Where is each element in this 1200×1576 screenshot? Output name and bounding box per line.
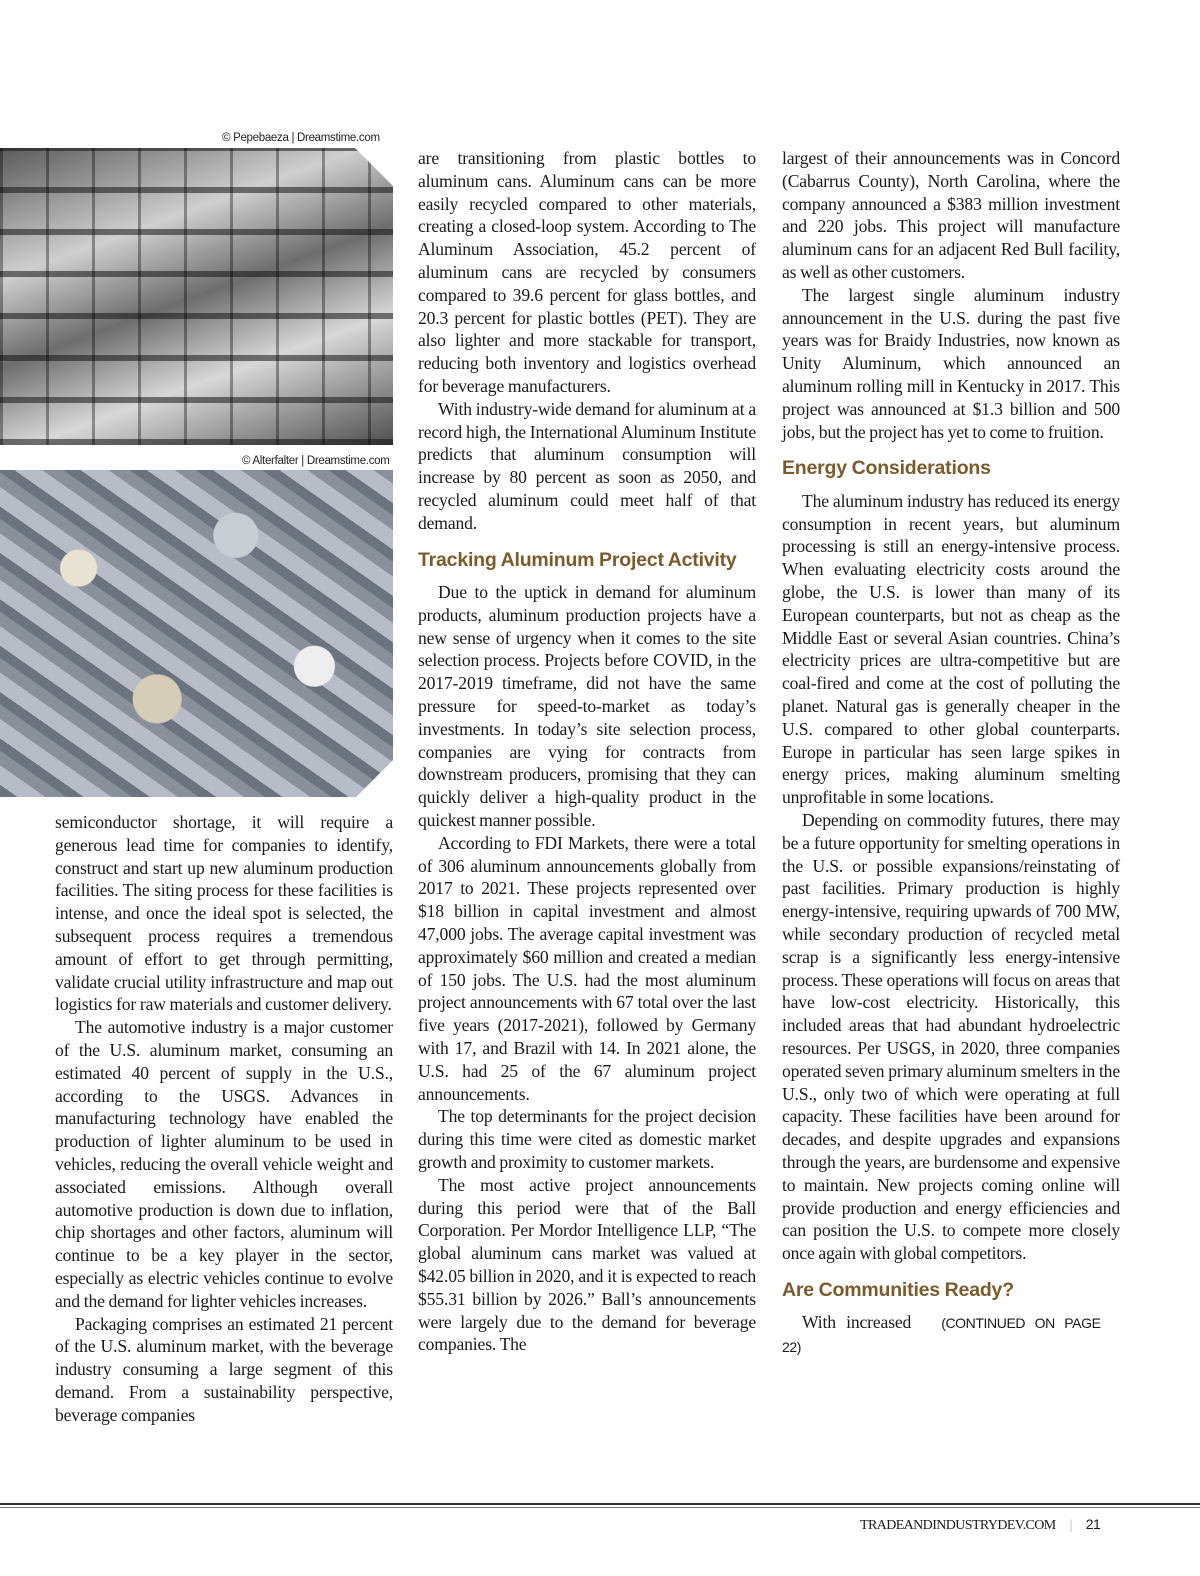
paragraph: The automotive industry is a major customer of the U.S. aluminum market, consuming an estimated 40 percent of supply in the U.S., according to the USGS. Advances in manufacturing technology have enabled the production of lighter aluminum to be used in vehicles, reducing the overall vehicle weight and associated emissions. Although overall automotive production is down due to inflation, chip shortages and other factors, aluminum will continue to be a key player in the sector, especially as electric vehicles continue to evolve and the demand for lighter vehicles increases. <box>55 1017 393 1311</box>
aluminum-scrap-photo <box>0 470 393 797</box>
paragraph: The largest single aluminum industry announcement in the U.S. during the past five years was for Braidy Industries, now known as Unity Aluminum, which announced an aluminum rolling mill in Kentucky in 2017. This project was announced at $1.3 billion and 500 jobs, but the project has yet to come to fruition. <box>782 284 1120 442</box>
website-link[interactable]: TRADEANDINDUSTRYDEV.COM <box>860 1518 1056 1533</box>
paragraph <box>782 1311 1120 1359</box>
section-heading: Energy Considerations <box>782 457 991 480</box>
paragraph: Depending on commodity futures, there may be a future opportunity for smelting operations in the U.S. or possible expansions/reinstating of past facilities. Primary production is highly energy-intensive, requiring upwards of 700 MW, while secondary production of recycled metal scrap is a significantly less energy-intensive process. These operations will focus on areas that have low-cost electricity. Historically, this included areas that had abundant hydroelectric resources. Per USGS, in 2020, three companies operated seven primary aluminum smelters in the U.S., only two of which were operating at full capacity. These facilities have been around for decades, and despite upgrades and expansions through the years, are burdensome and expensive to maintain. New projects coming online will provide production and energy efficiencies and can position the U.S. to compete more closely once again with global competitors. <box>782 810 1120 1264</box>
page-number: 21 <box>1085 1516 1101 1532</box>
aluminum-ingots-photo <box>0 148 393 445</box>
paragraph: Packaging comprises an estimated 21 percent of the U.S. aluminum market, with the beverage industry consuming a large segment of this demand. From a sustainability perspective, beverage companies <box>55 1313 393 1425</box>
footer-separator: | <box>1069 1518 1072 1533</box>
paragraph: With industry-wide demand for aluminum at a record high, the International Aluminum Institute predicts that aluminum consumption will increase by 80 percent as soon as 2050, and recycled aluminum could meet half of that demand. <box>418 398 756 533</box>
paragraph-text: With increased <box>802 1312 912 1333</box>
footer-rule <box>0 1507 1200 1508</box>
paragraph: According to FDI Markets, there were a total of 306 aluminum announcements globally from 2017 to 2021. These projects represented over $18 billion in capital investment and almost 47,000 jobs. The average capital investment was approximately $60 million and created a median of 150 jobs. The U.S. had the most aluminum project announcements with 67 total over the last five years (2017-2021), followed by Germany with 17, and Brazil with 14. In 2021 alone, the U.S. had 25 of the 67 aluminum project announcements. <box>418 832 756 1104</box>
continued-link[interactable]: (CONTINUED ON PAGE 22) <box>782 1315 1101 1356</box>
footer-rule <box>0 1503 1200 1505</box>
column-1 <box>55 811 393 1427</box>
footer <box>860 1516 1100 1534</box>
paragraph: The top determinants for the project decision during this time were cited as domestic market growth and proximity to customer markets. <box>418 1106 756 1172</box>
column-3 <box>782 147 1120 1359</box>
paragraph: Due to the uptick in demand for aluminum products, aluminum production projects have a new sense of urgency when it comes to the site selection process. Projects before COVID, in the 2017-2019 timeframe, did not have the same pressure for speed-to-market as today’s investments. In today’s site selection process, companies are vying for contracts from downstream producers, promising that they can quickly deliver a high-quality product in the quickest manner possible. <box>418 582 756 831</box>
column-2 <box>418 147 756 1356</box>
section-heading: Are Communities Ready? <box>782 1278 1014 1301</box>
paragraph: The most active project announcements during this period were that of the Ball Corporation. Per Mordor Intelligence LLP, “The global aluminum cans market was valued at $42.05 billion in 2020, and it is expected to reach $55.31 billion by 2026.” Ball’s announcements were largely due to the demand for beverage companies. The <box>418 1174 756 1355</box>
section-heading: Tracking Aluminum Project Activity <box>418 548 737 571</box>
paragraph: semiconductor shortage, it will require a generous lead time for companies to identify, construct and start up new aluminum production facilities. The siting process for these facilities is intense, and once the ideal spot is selected, the subsequent process requires a tremendous amount of effort to get through permitting, validate crucial utility infrastructure and map out logistics for raw materials and customer delivery. <box>55 812 393 1015</box>
paragraph: are transitioning from plastic bottles to aluminum cans. Aluminum cans can be more easily recycled compared to other materials, creating a closed-loop system. According to The Aluminum Association, 45.2 percent of aluminum cans are recycled by consumers compared to 39.6 percent for glass bottles, and 20.3 percent for plastic bottles (PET). They are also lighter and more stackable for transport, reducing both inventory and logistics overhead for beverage manufacturers. <box>418 148 756 396</box>
paragraph: The aluminum industry has reduced its energy consumption in recent years, but aluminum processing is still an energy-intensive process. When evaluating electricity costs around the globe, the U.S. is lower than many of its European counterparts, but not as cheap as the Middle East or several Asian countries. China’s electricity prices are ultra-competitive but are coal-fired and come at the cost of polluting the planet. Natural gas is generally cheaper in the U.S. compared to other global counterparts. Europe in particular has seen large spikes in energy prices, making aluminum smelting unprofitable in some locations. <box>782 490 1120 808</box>
photo-credit: © Pepebaeza | Dreamstime.com <box>222 132 380 144</box>
paragraph: largest of their announcements was in Concord (Cabarrus County), North Carolina, where the company announced a $383 million investment and 220 jobs. This project will manufacture aluminum cans for an adjacent Red Bull facility, as well as other customers. <box>782 148 1120 282</box>
photo-credit: © Alterfalter | Dreamstime.com <box>242 455 390 467</box>
